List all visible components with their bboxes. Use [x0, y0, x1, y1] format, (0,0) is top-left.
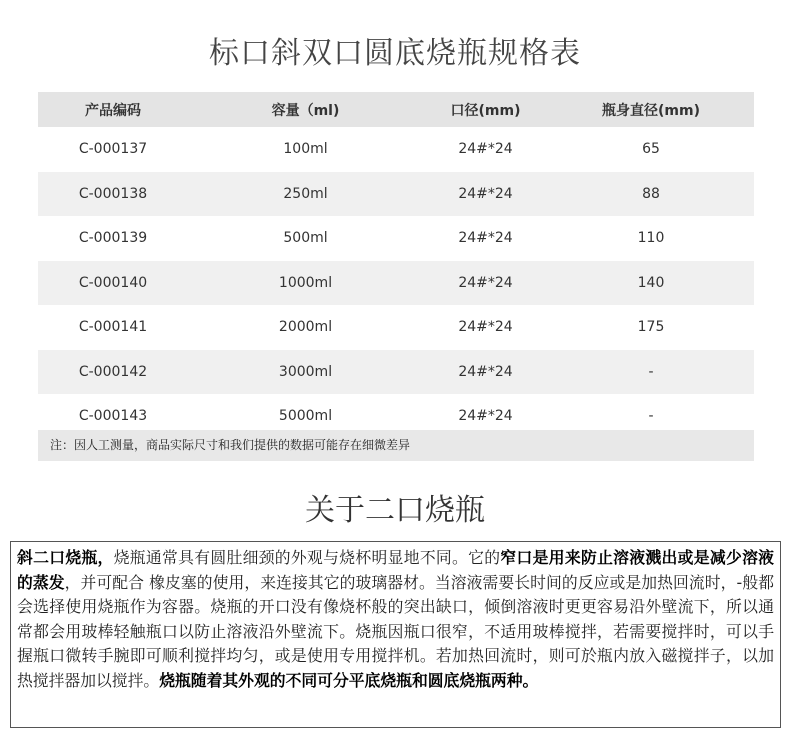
description-box — [10, 541, 781, 728]
table-row — [38, 172, 754, 217]
desc-highlight-bold: 窄口是用来防止溶液溅出或是减少溶液的蒸发 — [17, 548, 774, 592]
cell-code: C-000139 — [78, 230, 148, 247]
cell-capacity: 2000ml — [278, 319, 333, 336]
cell-mouth: 24#*24 — [458, 141, 513, 158]
desc-text-2: ，并可配合 橡皮塞的使用，来连接其它的玻璃器材。当溶液需要长时间的反应或是加热回流时，-般都会选择使用烧瓶作为容器。烧瓶的开口没有像烧杯般的突出缺口，倾倒溶液时更更容易沿外壁流下，所以通常都会用玻棒轻触瓶口以防止溶液沿外壁流下。烧瓶因瓶口很窄，不适用玻棒搅拌，若需要搅拌时，可以手握瓶口微转手腕即可顺利搅拌均匀，或是使用专用搅拌机。若加热回流时，则可於瓶内放入磁搅拌子，以加热搅拌器加以搅拌。 — [17, 572, 774, 690]
header-body-diameter: 瓶身直径(mm) — [548, 92, 754, 127]
desc-text-1: 烧瓶通常具有圆肚细颈的外观与烧杯明显地不同。它的 — [113, 548, 501, 567]
section-title: 关于二口烧瓶 — [305, 493, 485, 528]
cell-code: C-000141 — [78, 319, 148, 336]
cell-mouth: 24#*24 — [423, 261, 548, 306]
cell-mouth: 24#*24 — [458, 230, 513, 247]
cell-body: 140 — [548, 261, 754, 306]
table-row — [38, 261, 754, 306]
cell-code: C-000142 — [38, 350, 188, 395]
table-header-row — [38, 92, 754, 127]
cell-code: C-000138 — [38, 172, 188, 217]
table-row — [38, 305, 754, 350]
spec-table — [38, 92, 754, 439]
desc-closing-bold: 烧瓶随着其外观的不同可分平底烧瓶和圆底烧瓶两种。 — [159, 670, 539, 690]
cell-capacity: 1000ml — [188, 261, 423, 306]
header-capacity: 容量（ml) — [188, 92, 423, 127]
table-row — [38, 216, 754, 261]
page-title: 标口斜双口圆底烧瓶规格表 — [209, 36, 581, 71]
cell-mouth: 24#*24 — [423, 350, 548, 395]
cell-body: 88 — [548, 172, 754, 217]
header-mouth-diameter: 口径(mm) — [423, 92, 548, 127]
table-row — [38, 350, 754, 395]
cell-mouth: 24#*24 — [423, 172, 548, 217]
cell-body: 110 — [637, 230, 665, 247]
cell-code: C-000143 — [78, 408, 148, 425]
header-product-code: 产品编码 — [38, 92, 188, 127]
cell-code: C-000140 — [38, 261, 188, 306]
cell-body: 175 — [637, 319, 665, 336]
cell-mouth: 24#*24 — [458, 319, 513, 336]
cell-capacity: 500ml — [283, 230, 328, 247]
measurement-note: 注：因人工测量，商品实际尺寸和我们提供的数据可能存在细微差异 — [38, 430, 754, 461]
cell-code: C-000137 — [78, 141, 148, 158]
table-row — [38, 127, 754, 172]
cell-capacity: 5000ml — [278, 408, 333, 425]
cell-mouth: 24#*24 — [458, 408, 513, 425]
cell-capacity: 3000ml — [188, 350, 423, 395]
cell-capacity: 250ml — [188, 172, 423, 217]
cell-body: 65 — [642, 141, 660, 158]
desc-lead-bold: 斜二口烧瓶， — [17, 548, 114, 567]
cell-body: - — [648, 408, 654, 425]
cell-body: - — [548, 350, 754, 395]
cell-capacity: 100ml — [283, 141, 328, 158]
